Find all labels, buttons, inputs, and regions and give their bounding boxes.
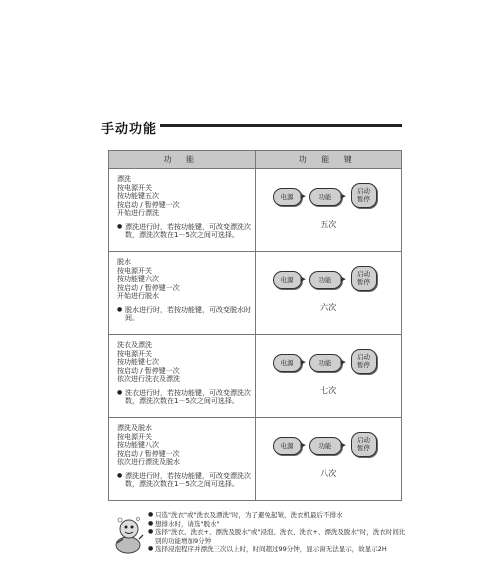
- start-pause-key: [351, 266, 377, 291]
- function-description: [109, 418, 256, 501]
- arrow-right-icon: ▶: [340, 192, 346, 200]
- section-title: 手动功能: [101, 122, 158, 137]
- pause-label: 暂停: [357, 194, 370, 203]
- bottom-notes: [148, 511, 408, 554]
- power-key: 电源: [273, 354, 302, 372]
- bottom-note-text: 只选"洗衣"或"洗衣及漂洗"时，为了避免起皱，洗衣机最后不排水: [155, 511, 343, 519]
- press-count: 五次: [320, 220, 337, 229]
- step-text: 按电源开关: [117, 183, 152, 192]
- bottom-note-text: 想排水时，请选"脱水": [155, 519, 220, 528]
- function-key: 功能: [309, 188, 342, 206]
- step-text: 按电源开关: [117, 432, 152, 441]
- bottom-note-text: 选择"洗衣、洗衣+、漂洗及脱水"或"浸泡、洗衣、洗衣+、漂洗及脱水"时，洗衣时间比别的功能增加9分钟: [155, 528, 406, 545]
- header-function-key: 功 能 键: [255, 151, 402, 169]
- function-key: 功能: [309, 437, 342, 455]
- start-pause-key: [351, 432, 377, 457]
- function-key: 功能: [309, 271, 342, 289]
- list-item: [148, 528, 408, 545]
- start-label: 启动: [357, 270, 370, 278]
- step-text: 按功能键七次: [117, 358, 159, 366]
- power-key: 电源: [273, 188, 302, 206]
- key-flow: [273, 183, 378, 209]
- function-description: [109, 335, 256, 418]
- note: [117, 223, 255, 240]
- pause-label: 暂停: [357, 360, 370, 369]
- step-text: 开始进行漂洗: [117, 209, 159, 217]
- note-text: 漂洗进行时，若按功能键，可改变漂洗次数，漂洗次数在1－5次之间可选择。: [125, 471, 251, 488]
- step-text: 按功能键六次: [117, 275, 159, 283]
- bullet-dot-icon: ●: [117, 222, 123, 230]
- bullet-dot-icon: ●: [117, 471, 123, 479]
- mode-title: 洗衣及漂洗: [117, 341, 152, 349]
- power-key: 电源: [273, 271, 302, 289]
- note-text: 洗衣进行时，若按功能键，可改变漂洗次数，漂洗次数在1－5次之间可选择。: [125, 388, 251, 405]
- power-key: 电源: [273, 437, 302, 455]
- function-table: [108, 150, 402, 501]
- function-description: [109, 169, 256, 252]
- start-pause-key: [351, 183, 377, 208]
- key-flow: [273, 432, 378, 458]
- title-rule: [160, 124, 402, 127]
- table-row: [109, 335, 402, 418]
- step-text: 按启动 / 暂停键一次: [117, 200, 180, 209]
- key-sequence: [255, 169, 402, 252]
- list-item: [148, 545, 408, 554]
- press-count: 七次: [320, 386, 337, 395]
- step-text: 按启动 / 暂停键一次: [117, 283, 180, 292]
- press-count: 八次: [320, 469, 337, 478]
- note-text: 漂洗进行时，若按功能键，可改变漂洗次数，漂洗次数在1－5次之间可选择。: [125, 222, 251, 239]
- step-text: 按功能键五次: [117, 192, 159, 200]
- key-sequence: [255, 418, 402, 501]
- mode-title: 漂洗: [117, 175, 131, 183]
- function-key: 功能: [309, 354, 342, 372]
- function-description: [109, 252, 256, 335]
- key-sequence: [255, 252, 402, 335]
- step-text: 按功能键八次: [117, 441, 159, 449]
- bullet-dot-icon: ●: [148, 511, 154, 518]
- mode-title: 脱水: [117, 258, 131, 266]
- arrow-right-icon: ▶: [300, 275, 306, 283]
- arrow-right-icon: ▶: [340, 358, 346, 366]
- arrow-right-icon: ▶: [300, 441, 306, 449]
- step-text: 按电源开关: [117, 349, 152, 358]
- arrow-right-icon: ▶: [340, 441, 346, 449]
- note-text: 脱水进行时，若按功能键，可改变脱水时间。: [125, 305, 251, 322]
- arrow-right-icon: ▶: [340, 275, 346, 283]
- step-text: 按电源开关: [117, 266, 152, 275]
- table-row: [109, 252, 402, 335]
- list-item: [148, 520, 408, 529]
- bullet-dot-icon: ●: [148, 528, 154, 535]
- header-function: 功 能: [109, 151, 256, 169]
- list-item: [148, 511, 408, 520]
- table-row: [109, 169, 402, 252]
- bottom-note-text: 选择浸泡程序并漂洗三次以上时，时间超过99分钟，显示窗无法显示，故显示2H: [155, 545, 387, 553]
- press-count: 六次: [320, 303, 337, 312]
- note: [117, 472, 255, 489]
- start-label: 启动: [357, 436, 370, 444]
- key-sequence: [255, 335, 402, 418]
- note: [117, 306, 255, 323]
- pause-label: 暂停: [357, 277, 370, 286]
- step-text: 依次进行漂洗及脱水: [117, 458, 180, 466]
- mascot-icon: [113, 515, 145, 555]
- key-flow: [273, 266, 378, 292]
- bullet-dot-icon: ●: [117, 388, 123, 396]
- start-label: 启动: [357, 187, 370, 195]
- bullet-dot-icon: ●: [148, 519, 154, 527]
- key-flow: [273, 349, 378, 375]
- arrow-right-icon: ▶: [300, 192, 306, 200]
- table-row: [109, 418, 402, 501]
- bullet-dot-icon: ●: [117, 305, 123, 313]
- pause-label: 暂停: [357, 443, 370, 452]
- step-text: 按启动 / 暂停键一次: [117, 449, 180, 458]
- start-label: 启动: [357, 353, 370, 361]
- note: [117, 389, 255, 406]
- step-text: 开始进行脱水: [117, 292, 159, 300]
- step-text: 按启动 / 暂停键一次: [117, 366, 180, 375]
- step-text: 依次进行洗衣及漂洗: [117, 375, 180, 383]
- mode-title: 漂洗及脱水: [117, 424, 152, 432]
- start-pause-key: [351, 349, 377, 374]
- arrow-right-icon: ▶: [300, 358, 306, 366]
- bullet-dot-icon: ●: [148, 545, 154, 552]
